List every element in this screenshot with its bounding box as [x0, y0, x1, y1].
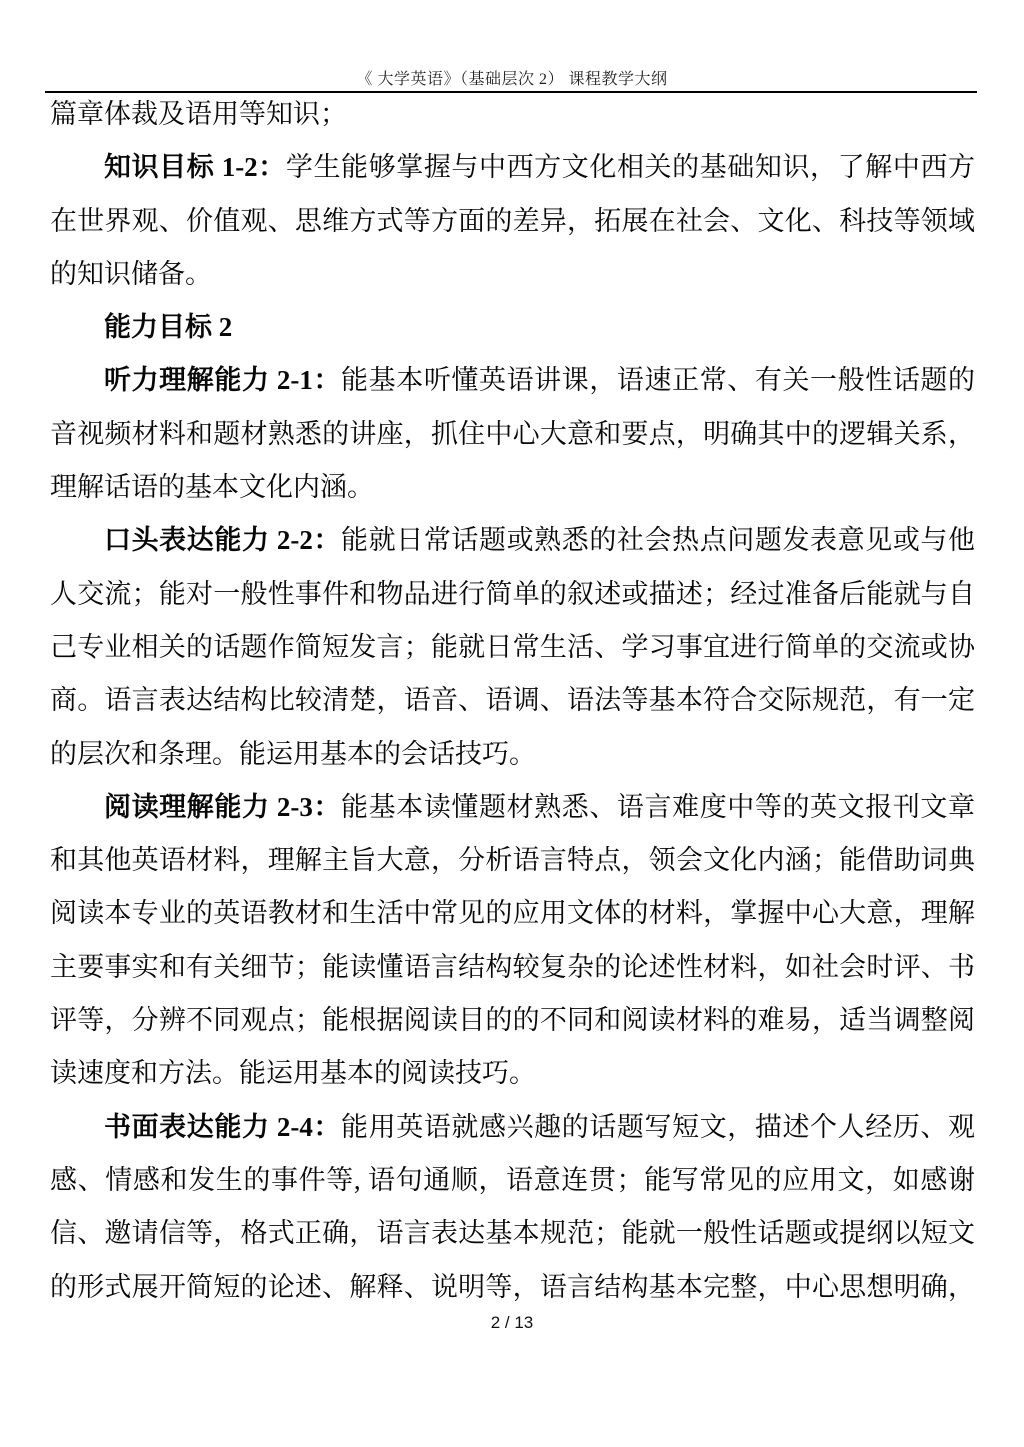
line-text: 阅读本专业的英语教材和生活中常见的应用文体的材料，掌握中心大意，理解 — [50, 898, 975, 929]
line-text: 能就日常话题或熟悉的社会热点问题发表意见或与他 — [341, 525, 975, 556]
bold-heading: 口头表达能力 2-2： — [104, 525, 342, 556]
document-body — [50, 88, 975, 1314]
line-text: 能基本听懂英语讲课，语速正常、有关一般性话题的 — [341, 365, 975, 396]
text-line — [50, 728, 975, 781]
text-line — [50, 781, 975, 834]
line-text: 能用英语就感兴趣的话题写短文，描述个人经历、观 — [341, 1111, 975, 1142]
line-text: 和其他英语材料，理解主旨大意，分析语言特点，领会文化内涵；能借助词典 — [50, 845, 975, 876]
line-text: 读速度和方法。能运用基本的阅读技巧。 — [50, 1058, 536, 1089]
text-line — [50, 887, 975, 940]
text-line — [50, 1047, 975, 1100]
bold-heading: 知识目标 1-2： — [104, 152, 286, 183]
page-number: 2 / 13 — [490, 1313, 534, 1332]
text-line — [50, 248, 975, 301]
text-line — [50, 568, 975, 621]
bold-heading: 能力目标 2 — [104, 312, 233, 343]
line-text: 在世界观、价值观、思维方式等方面的差异，拓展在社会、文化、科技等领域 — [50, 205, 975, 236]
line-text: 感、情感和发生的事件等, 语句通顺，语意连贯；能写常见的应用文，如感谢 — [50, 1164, 975, 1195]
line-text: 主要事实和有关细节；能读懂语言结构较复杂的论述性材料，如社会时评、书 — [50, 951, 975, 982]
line-text: 评等，分辨不同观点；能根据阅读目的的不同和阅读材料的难易，适当调整阅 — [50, 1005, 975, 1036]
text-line — [50, 1261, 975, 1314]
line-text: 己专业相关的话题作简短发言；能就日常生活、学习事宜进行简单的交流或协 — [50, 631, 975, 662]
line-text: 理解话语的基本文化内涵。 — [50, 472, 374, 503]
line-text: 能基本读懂题材熟悉、语言难度中等的英文报刊文章 — [341, 791, 975, 822]
line-text: 学生能够掌握与中西方文化相关的基础知识，了解中西方 — [285, 152, 976, 183]
text-line — [50, 994, 975, 1047]
bold-heading: 书面表达能力 2-4： — [104, 1111, 342, 1142]
text-line — [50, 514, 975, 567]
text-line — [50, 621, 975, 674]
text-line — [50, 461, 975, 514]
text-line — [50, 1207, 975, 1260]
line-text: 篇章体裁及语用等知识； — [50, 99, 347, 129]
line-text: 的形式展开简短的论述、解释、说明等，语言结构基本完整，中心思想明确， — [50, 1271, 975, 1302]
text-line — [50, 195, 975, 248]
line-text: 音视频材料和题材熟悉的讲座，抓住中心大意和要点，明确其中的逻辑关系， — [50, 418, 975, 449]
text-line — [50, 354, 975, 407]
bold-heading: 听力理解能力 2-1： — [104, 365, 342, 396]
text-line — [50, 88, 975, 141]
text-line — [50, 1101, 975, 1154]
line-text: 的层次和条理。能运用基本的会话技巧。 — [50, 738, 536, 769]
text-line — [50, 141, 975, 194]
bold-heading: 阅读理解能力 2-3： — [104, 791, 342, 822]
line-text: 信、邀请信等，格式正确，语言表达基本规范；能就一般性话题或提纲以短文 — [50, 1218, 975, 1249]
text-line — [50, 834, 975, 887]
text-line — [50, 941, 975, 994]
line-text: 人交流；能对一般性事件和物品进行简单的叙述或描述；经过准备后能就与自 — [50, 578, 975, 609]
line-text: 商。语言表达结构比较清楚，语音、语调、语法等基本符合交际规范，有一定 — [50, 685, 975, 716]
text-line — [50, 1154, 975, 1207]
page-header-title: 《 大学英语》（基础层次 2） 课程教学大纲 — [356, 71, 668, 88]
text-line — [50, 408, 975, 461]
line-text: 的知识储备。 — [50, 258, 212, 289]
text-line — [50, 301, 975, 354]
text-line — [50, 674, 975, 727]
